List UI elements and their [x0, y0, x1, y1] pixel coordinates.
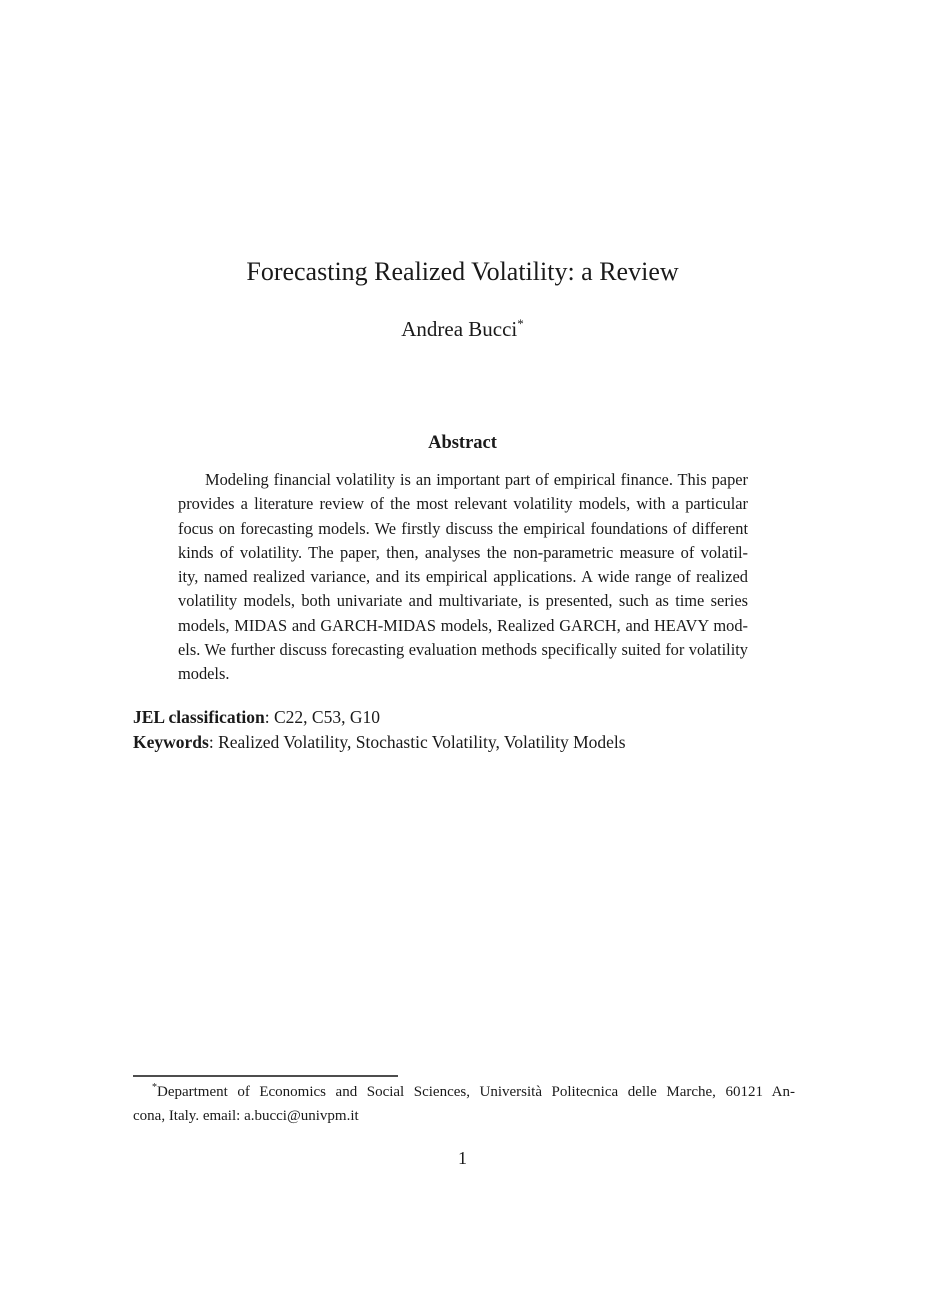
abstract-line: els. We further discuss forecasting evaluation methods specifically suited for volatility — [178, 640, 748, 660]
meta-block — [133, 705, 792, 754]
abstract-heading: Abstract — [428, 433, 497, 453]
abstract-paragraph — [178, 468, 748, 687]
author-footnote-marker: * — [517, 316, 524, 331]
abstract-line: kinds of volatility. The paper, then, analyses the non-parametric measure of volatil- — [178, 542, 748, 562]
page-number: 1 — [458, 1148, 467, 1168]
jel-label: JEL classification — [133, 707, 265, 727]
abstract-line: focus on forecasting models. We firstly discuss the empirical foundations of different — [178, 518, 748, 538]
footnote-text: Department of Economics and Social Sciences, Università Politecnica delle Marche, 60121 An- — [157, 1084, 795, 1100]
abstract-line: Modeling financial volatility is an important part of empirical finance. This paper — [205, 470, 748, 489]
author-line — [0, 316, 925, 342]
keywords-line — [133, 730, 792, 755]
jel-classification-line — [133, 705, 792, 730]
abstract-line: models. — [178, 664, 230, 684]
footnote-line: cona, Italy. email: a.bucci@univpm.it — [133, 1108, 359, 1124]
paper-title: Forecasting Realized Volatility: a Review — [246, 257, 679, 286]
abstract-line: ity, named realized variance, and its empirical applications. A wide range of realized — [178, 567, 748, 587]
abstract-line: volatility models, both univariate and multivariate, is presented, such as time series — [178, 591, 748, 611]
keywords-label: Keywords — [133, 731, 209, 752]
footnote-rule — [133, 1075, 398, 1077]
footnote-marker: * — [152, 1082, 157, 1093]
author-name: Andrea Bucci — [401, 317, 518, 341]
footnote-block — [133, 1075, 795, 1128]
abstract-line: provides a literature review of the most relevant volatility models, with a particular — [178, 494, 748, 514]
jel-value: : C22, C53, G10 — [264, 707, 380, 727]
abstract-line: models, MIDAS and GARCH-MIDAS models, Realized GARCH, and HEAVY mod- — [178, 615, 748, 635]
footnote-line — [133, 1080, 795, 1104]
keywords-value: : Realized Volatility, Stochastic Volatility, Volatility Models — [208, 731, 626, 752]
